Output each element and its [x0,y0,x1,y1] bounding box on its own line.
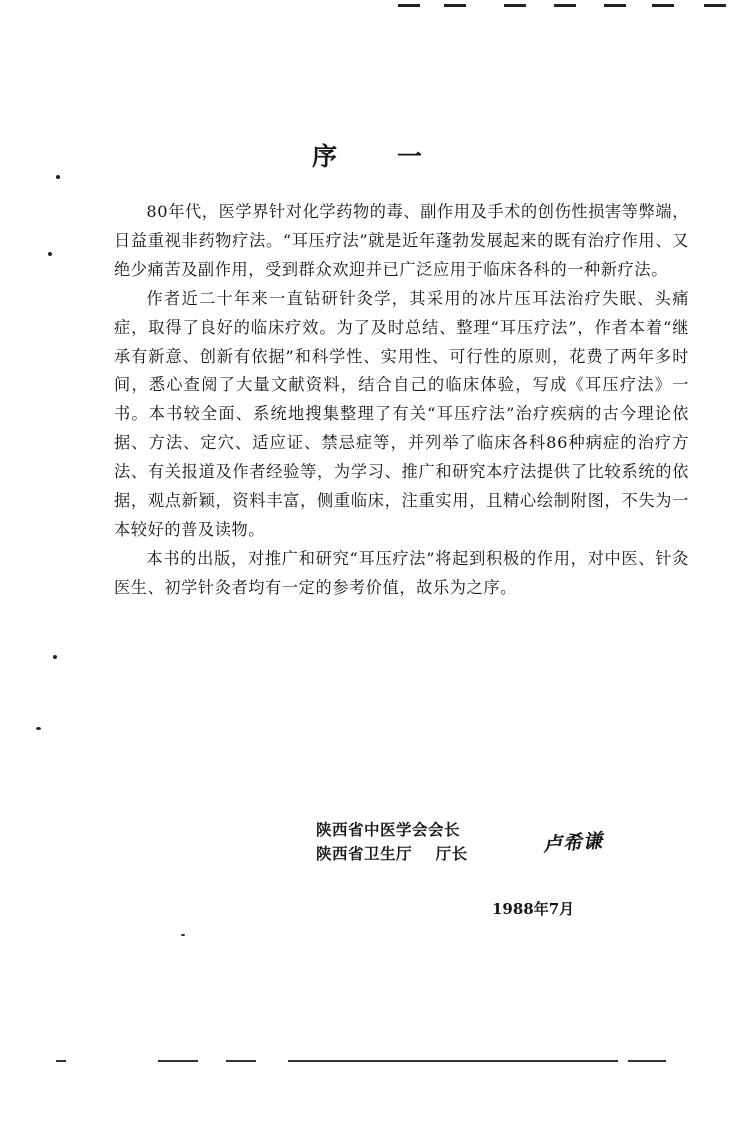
paragraph-3: 本书的出版，对推广和研究“耳压疗法”将起到积极的作用，对中医、针灸医生、初学针灸者均有一定的参考价值，故乐为之序。 [114,548,689,597]
scan-speck [56,175,60,179]
handwritten-signature: 卢希谦 [542,829,604,857]
scan-rule-bottom [56,1060,66,1062]
signature-block [316,818,468,866]
scan-speck [36,727,41,730]
scan-mark-top [604,4,626,7]
preface-body [114,198,689,603]
scan-speck [48,252,52,256]
scan-rule-bottom [158,1060,198,1062]
title-char-yi: 一 [397,142,425,171]
scan-mark-top [704,4,726,7]
scan-speck [181,934,185,936]
signer-title-2: 陕西省卫生厅 厅长 [316,844,468,863]
scan-mark-top [398,4,420,7]
scan-rule-bottom [628,1060,666,1062]
scan-rule-bottom [226,1060,256,1062]
scan-mark-top [504,4,526,7]
title-char-xu: 序 [311,142,339,171]
paragraph-2: 作者近二十年来一直钻研针灸学，其采用的冰片压耳法治疗失眠、头痛症，取得了良好的临床疗效。为了及时总结、整理“耳压疗法”，作者本着“继承有新意、创新有依据”和科学性、实用性、可行性的原则，花费了两年多时间，悉心查阅了大量文献资料，结合自己的临床体验，写成《耳压疗法》一书。本书较全面、系统地搜集整理了有关“耳压疗法”治疗疾病的古今理论依据、方法、定穴、适应证、禁忌症等，并列举了临床各科86种病症的治疗方法、有关报道及作者经验等，为学习、推广和研究本疗法提供了比较系统的依据，观点新颖，资料丰富，侧重临床，注重实用，且精心绘制附图，不失为一本较好的普及读物。 [114,288,689,539]
scan-mark-top [444,4,466,7]
scan-rule-bottom [288,1060,618,1062]
scan-mark-top [652,4,674,7]
page-title [0,140,736,174]
scan-speck [53,655,57,659]
paragraph-1: 80年代，医学界针对化学药物的毒、副作用及手术的创伤性损害等弊端，日益重视非药物疗法。“耳压疗法”就是近年蓬勃发展起来的既有治疗作用、又绝少痛苦及副作用，受到群众欢迎并已广泛应用于临床各科的一种新疗法。 [114,202,689,279]
signer-title-1: 陕西省中医学会会长 [316,820,461,839]
preface-date: 1988年7月 [492,900,575,918]
scan-mark-top [554,4,576,7]
